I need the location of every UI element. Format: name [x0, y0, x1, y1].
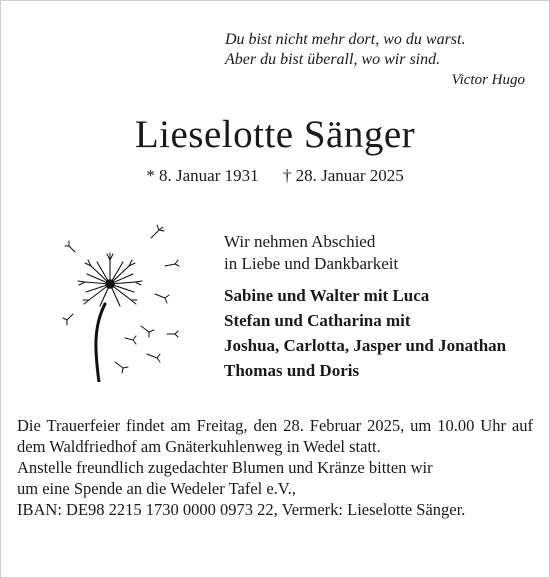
donation-line-1: Anstelle freundlich zugedachter Blumen und Kränze bitten wir	[17, 458, 433, 477]
farewell-intro	[224, 231, 398, 275]
donation-line-3: IBAN: DE98 2215 1730 0000 0973 22, Vermerk: Lieselotte Sänger.	[17, 500, 466, 519]
birth-date: * 8. Januar 1931	[146, 166, 259, 185]
intro-line-2: in Liebe und Dankbarkeit	[224, 254, 399, 273]
donation-text	[17, 457, 533, 520]
ceremony-text: Die Trauerfeier findet am Freitag, den 28. Februar 2025, um 10.00 Uhr auf dem Waldfriedhof am Gnäterkuhlenweg in Wedel statt.	[17, 416, 533, 456]
notice-body	[17, 415, 533, 520]
dandelion-icon	[55, 222, 185, 382]
quote-line-2: Aber du bist überall, wo wir sind.	[225, 51, 441, 68]
quote-line-1: Du bist nicht mehr dort, wo du warst.	[225, 31, 466, 48]
quote-block	[225, 30, 525, 90]
family-line: Joshua, Carlotta, Jasper und Jonathan	[224, 336, 507, 355]
family-line: Stefan und Catharina mit	[224, 311, 411, 330]
quote-author: Victor Hugo	[451, 72, 525, 88]
death-date: † 28. Januar 2025	[282, 166, 404, 185]
family-list	[224, 283, 506, 383]
family-line: Thomas und Doris	[224, 361, 360, 380]
life-dates	[0, 166, 550, 186]
donation-line-2: um eine Spende an die Wedeler Tafel e.V.,	[17, 479, 296, 498]
family-line: Sabine und Walter mit Luca	[224, 286, 430, 305]
deceased-name: Lieselotte Sänger	[134, 113, 416, 156]
intro-line-1: Wir nehmen Abschied	[224, 232, 376, 251]
